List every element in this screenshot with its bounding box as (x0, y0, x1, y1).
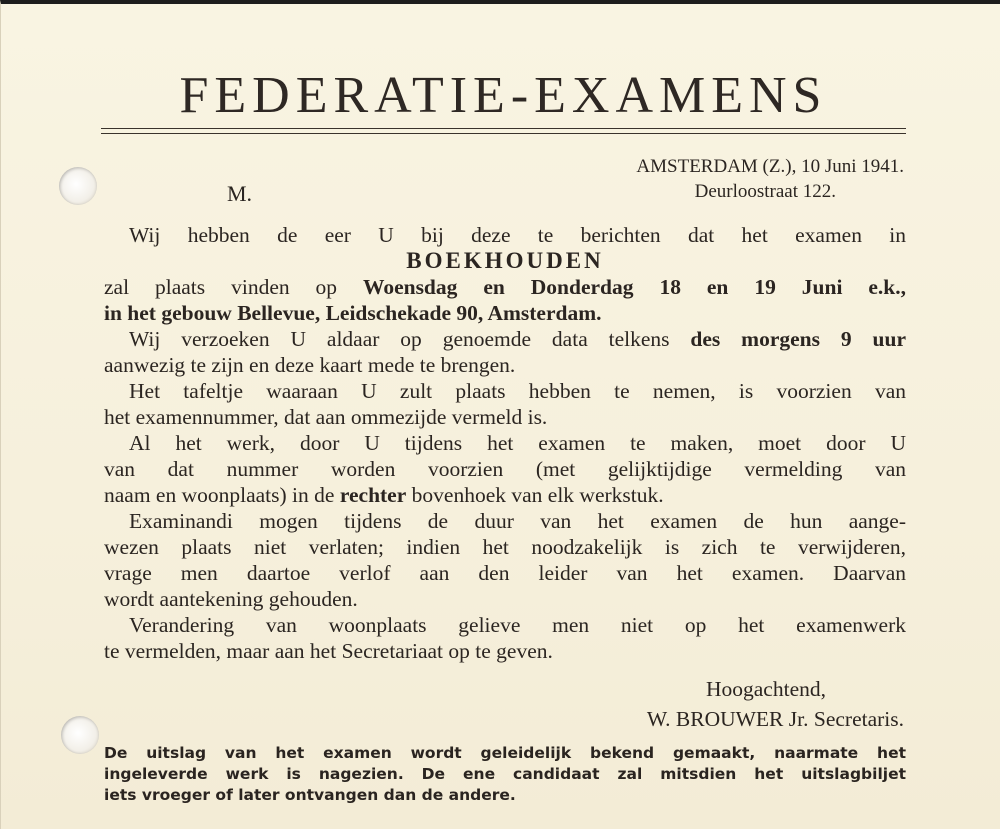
header-rule-top (101, 128, 906, 129)
signature-line: W. BROUWER Jr. Secretaris. (646, 707, 904, 731)
body-line: Wij hebben de eer U bij deze te berichten dat het examen in (129, 223, 906, 247)
body-line: wezen plaats niet verlaten; indien het noodzakelijk is zich te verwijderen, (104, 535, 906, 559)
body-line: vrage men daartoe verlof aan den leider van het examen. Daarvan (104, 561, 906, 585)
footnote-line: iets vroeger of later ontvangen dan de andere. (104, 786, 516, 804)
body-line: het examennummer, dat aan ommezijde vermeld is. (104, 405, 548, 429)
exam-subject: BOEKHOUDEN (406, 248, 604, 273)
body-line: van dat nummer worden voorzien (met gelijktijdige vermelding van (104, 457, 906, 481)
body-line: zal plaats vinden op Woensdag en Donderdag 18 en 19 Juni e.k., (104, 275, 906, 299)
place-date: AMSTERDAM (Z.), 10 Juni 1941. (636, 156, 904, 177)
body-line: Al het werk, door U tijdens het examen te maken, moet door U (129, 431, 906, 455)
letter-body (104, 222, 906, 664)
footnote-line: De uitslag van het examen wordt geleidelijk bekend gemaakt, naarmate het (104, 744, 906, 762)
body-line: wordt aantekening gehouden. (104, 587, 358, 611)
exam-location: in het gebouw Bellevue, Leidschekade 90, Amsterdam. (104, 301, 602, 325)
body-line: Verandering van woonplaats gelieve men niet op het examenwerk (129, 613, 906, 637)
header-rule-bottom (101, 133, 906, 134)
body-line: Wij verzoeken U aldaar op genoemde data telkens des morgens 9 uur (129, 327, 906, 351)
exam-time: des morgens 9 uur (690, 327, 906, 351)
body-line: aanwezig te zijn en deze kaart mede te brengen. (104, 353, 516, 377)
exam-dates: Woensdag en Donderdag 18 en 19 Juni e.k., (363, 275, 906, 299)
closing-greeting: Hoogachtend, (705, 677, 826, 701)
body-line: Examinandi mogen tijdens de duur van het examen de hun aange- (129, 509, 906, 533)
body-line: te vermelden, maar aan het Secretariaat op te geven. (104, 639, 553, 663)
street-address: Deurloostraat 122. (694, 181, 836, 202)
punch-hole-bottom (61, 716, 99, 754)
body-line: Het tafeltje waaraan U zult plaats hebben te nemen, is voorzien van (129, 379, 906, 403)
letterhead-title: FEDERATIE-EXAMENS (179, 67, 828, 124)
footnote-line: ingeleverde werk is nagezien. De ene candidaat zal mitsdien het uitslagbiljet (104, 765, 906, 783)
body-line: naam en woonplaats) in de rechter bovenhoek van elk werkstuk. (104, 483, 664, 507)
salutation: M. (227, 181, 253, 206)
punch-hole-top (59, 167, 97, 205)
footnote (104, 743, 906, 806)
